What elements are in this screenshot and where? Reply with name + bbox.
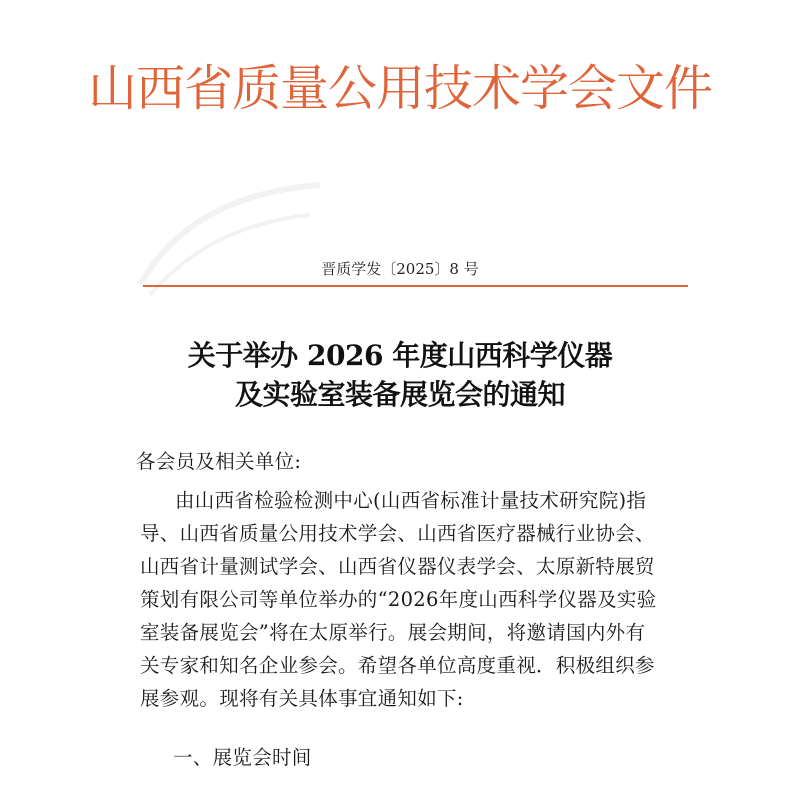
paragraph-line: 展参观。现将有关具体事宜通知如下:: [140, 687, 464, 710]
section-heading: 一、展览会时间: [173, 746, 312, 769]
notice-title-line-1: 关于举办 2026 年度山西科学仪器: [187, 339, 613, 372]
document-header-title: 山西省质量公用技术学会文件: [87, 60, 712, 117]
paragraph-line: 关专家和知名企业参会。希望各单位高度重视．积极组织参: [140, 654, 655, 677]
header-divider-rule: [143, 285, 688, 287]
paragraph-line: 导、山西省质量公用技术学会、山西省医疗器械行业协会、: [140, 522, 655, 545]
notice-title-line-2: 及实验室装备展览会的通知: [234, 378, 565, 411]
salutation: 各会员及相关单位:: [136, 450, 302, 473]
paragraph-line: 策划有限公司等单位举办的“2026年度山西科学仪器及实验: [140, 588, 657, 611]
paragraph-line: 山西省计量测试学会、山西省仪器仪表学会、太原新特展贸: [140, 555, 655, 578]
paragraph-line: 室装备展览会”将在太原举行。展会期间，将邀请国内外有: [140, 621, 646, 644]
document-number: 晋质学发〔2025〕8 号: [321, 260, 479, 278]
paragraph-line: 由山西省检验检测中心(山西省标准计量技术研究院)指: [175, 489, 647, 512]
